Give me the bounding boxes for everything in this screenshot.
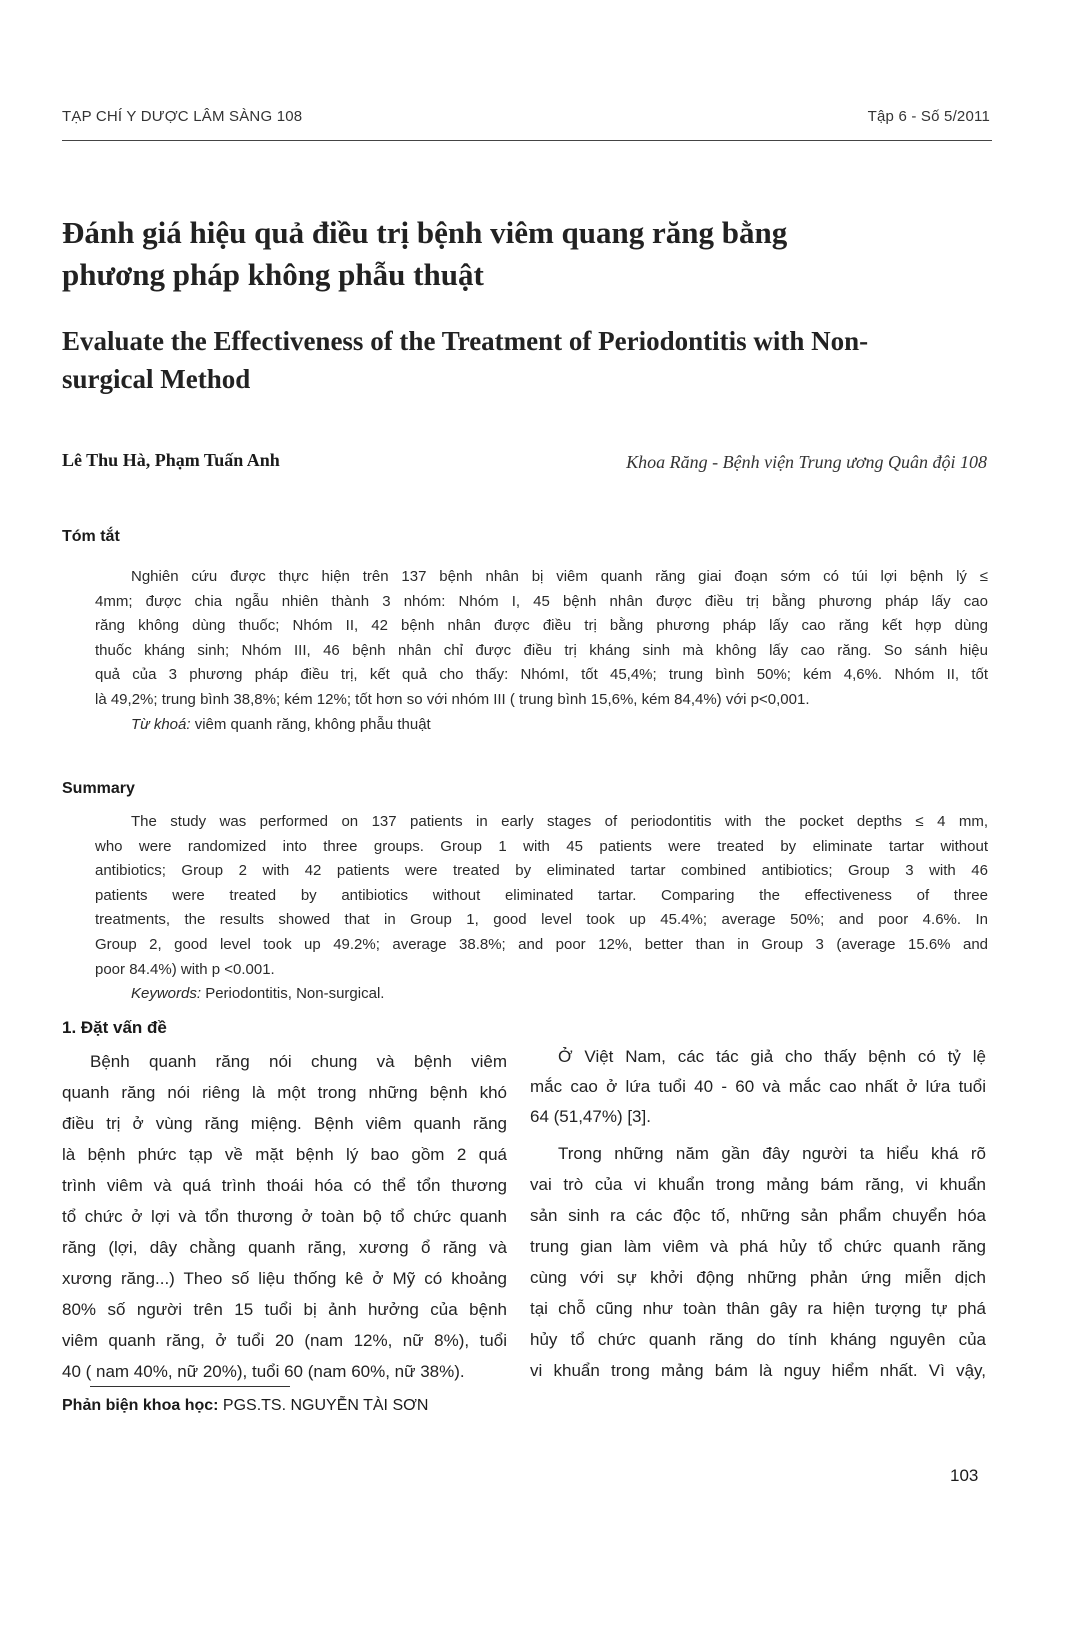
body-line: Ở Việt Nam, các tác giả cho thấy bệnh có tỷ lệ	[558, 1047, 986, 1066]
section-heading: 1. Đặt vấn đề	[62, 1018, 167, 1037]
summary-line: poor 84.4%) with p <0.001.	[95, 960, 275, 978]
summary-heading: Summary	[62, 780, 135, 797]
abstract-line: quả của 3 phương pháp điều trị, kết quả cho thấy: NhómI, tốt 45,4%; trung bình 50%; kém 4,6%. Nhóm II, tốt	[95, 666, 988, 684]
title-vietnamese	[62, 212, 997, 296]
title-line: Evaluate the Effectiveness of the Treatment of Periodontitis with Non-	[62, 326, 869, 356]
title-line: Đánh giá hiệu quả điều trị bệnh viêm quang răng bằng	[62, 215, 788, 250]
summary-line: The study was performed on 137 patients in early stages of periodontitis with the pocket depths ≤ 4 mm,	[131, 813, 988, 830]
summary-line: patients were treated by antibiotics without eliminated tartar. Comparing the effectiveness of three	[95, 886, 988, 904]
summary-line: Group 2, good level took up 49.2%; average 38.8%; and poor 12%, better than in Group 3 (average 15.6% and	[95, 935, 988, 953]
footnote-text: PGS.TS. NGUYỄN TÀI SƠN	[222, 1397, 429, 1414]
body-line: trung gian làm viêm và phá hủy tổ chức quanh răng	[530, 1237, 986, 1256]
body-line: cùng với sự khởi động những phản ứng miễn dịch	[530, 1268, 986, 1287]
body-line: tại chỗ cũng như toàn thân gây ra hiện tượng tự phá	[530, 1299, 986, 1318]
body-line: quanh răng nói riêng là một trong những bệnh khó	[62, 1083, 507, 1102]
keywords-vietnamese	[95, 713, 988, 738]
body-line: 80% số người trên 15 tuổi bị ảnh hưởng của bệnh	[62, 1300, 507, 1319]
body-line: răng (lợi, dây chằng quanh răng, xương ổ răng và	[62, 1238, 507, 1257]
body-line: là bệnh phức tạp về mặt bệnh lý bao gồm 2 quá	[62, 1145, 507, 1164]
footnote-divider	[90, 1386, 290, 1387]
summary-line: antibiotics; Group 2 with 42 patients were treated by eliminated tartar combined antibiotics; Group 3 with 46	[95, 862, 988, 880]
right-column-paragraph-2	[530, 1138, 986, 1386]
body-line: Trong những năm gần đây người ta hiểu khá rõ	[558, 1144, 986, 1163]
body-line: sản sinh ra các độc tố, những sản phẩm chuyển hóa	[530, 1206, 986, 1225]
footnote-label: Phản biện khoa học:	[62, 1397, 219, 1414]
body-line: hủy tổ chức quanh răng do tính kháng nguyên của	[530, 1330, 986, 1349]
title-line: phương pháp không phẫu thuật	[62, 257, 484, 292]
body-line: 64 (51,47%) [3].	[530, 1107, 651, 1126]
page-number: 103	[950, 1466, 979, 1485]
title-english	[62, 322, 997, 398]
body-line: tổ chức ở lợi và tổn thương ở toàn bộ tổ chức quanh	[62, 1207, 507, 1226]
body-line: trình viêm và quá trình thoái hóa có thể tổn thương	[62, 1176, 507, 1195]
body-line: điều trị ở vùng răng miệng. Bệnh viêm quanh răng	[62, 1114, 507, 1133]
affiliation: Khoa Răng - Bệnh viện Trung ương Quân đội 108	[626, 452, 987, 472]
body-line: xương răng...) Theo số liệu thống kê ở Mỹ có khoảng	[62, 1269, 507, 1288]
right-column-paragraph-1	[530, 1042, 986, 1132]
abstract-english	[95, 810, 988, 1007]
body-line: viêm quanh răng, ở tuổi 20 (nam 12%, nữ 8%), tuổi	[62, 1331, 507, 1350]
journal-name: TẠP CHÍ Y DƯỢC LÂM SÀNG 108	[62, 108, 303, 125]
footnote	[62, 1397, 428, 1415]
body-line: vi khuẩn trong mảng bám là nguy hiểm nhất. Vì vậy,	[530, 1361, 986, 1380]
body-line: Bệnh quanh răng nói chung và bệnh viêm	[90, 1052, 507, 1071]
keywords-label: Keywords:	[131, 985, 202, 1003]
authors: Lê Thu Hà, Phạm Tuấn Anh	[62, 450, 280, 470]
abstract-vietnamese	[95, 565, 988, 737]
abstract-line: Nghiên cứu được thực hiện trên 137 bệnh nhân bị viêm quanh răng giai đoạn sớm có túi lợi bệnh lý ≤	[131, 568, 988, 585]
abstract-line: 4mm; được chia ngẫu nhiên thành 3 nhóm: Nhóm I, 45 bệnh nhân được điều trị bằng phương pháp lấy cao	[95, 592, 988, 610]
abstract-line: là 49,2%; trung bình 38,8%; kém 12%; tốt hơn so với nhóm III ( trung bình 15,6%, kém 84,4%) với p<0,001.	[95, 690, 810, 708]
abstract-line: răng không dùng thuốc; Nhóm II, 42 bệnh nhân được điều trị bằng phương pháp lấy cao răng kết hợp dùng	[95, 617, 988, 635]
body-line: mắc cao ở lứa tuổi 40 - 60 và mắc cao nhất ở lứa tuổi	[530, 1077, 986, 1096]
title-line: surgical Method	[62, 364, 251, 394]
keywords-text: Periodontitis, Non-surgical.	[205, 985, 385, 1003]
keywords-text: viêm quanh răng, không phẫu thuật	[194, 715, 431, 733]
header-divider	[62, 140, 992, 141]
abstract-line: thuốc kháng sinh; Nhóm III, 46 bệnh nhân chỉ được điều trị kháng sinh mà không lấy cao răng. So sánh hiệu	[95, 641, 988, 659]
left-column	[62, 1046, 507, 1387]
issue-number: Tập 6 - Số 5/2011	[867, 108, 990, 125]
keywords-english	[95, 982, 988, 1007]
summary-line: who were randomized into three groups. Group 1 with 45 patients were treated by eliminate tartar without	[95, 837, 988, 855]
body-line: 40 ( nam 40%, nữ 20%), tuổi 60 (nam 60%, nữ 38%).	[62, 1362, 465, 1381]
summary-line: treatments, the results showed that in Group 1, good level took up 45.4%; average 50%; and poor 4.6%. In	[95, 911, 988, 929]
keywords-label: Từ khoá:	[131, 715, 191, 733]
body-line: vai trò của vi khuẩn trong mảng bám răng, vi khuẩn	[530, 1175, 986, 1194]
abstract-heading: Tóm tắt	[62, 528, 120, 545]
